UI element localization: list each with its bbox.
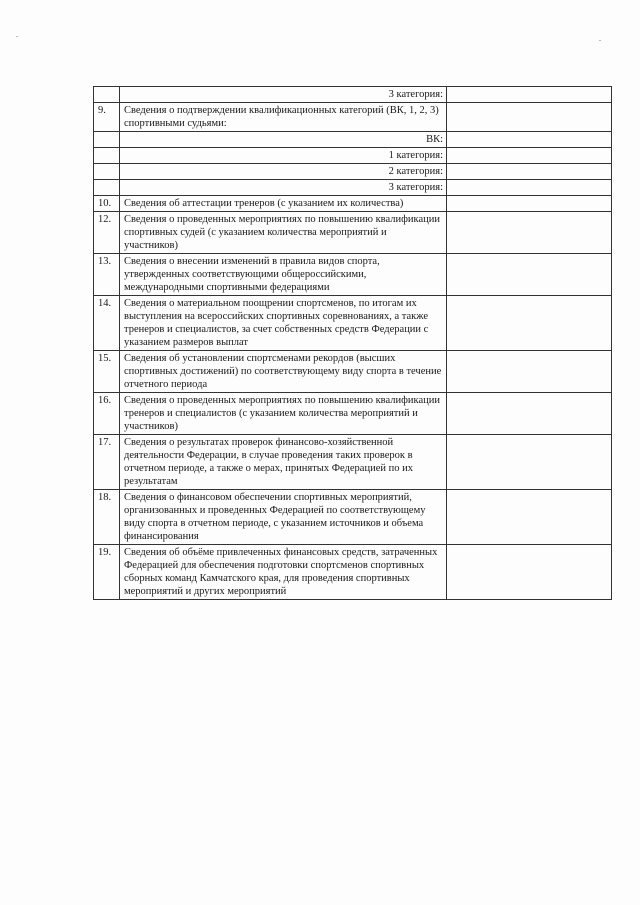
table-row: [94, 435, 612, 490]
row-description: Сведения о проведенных мероприятиях по повышению квалификации тренеров и специалистов (с указанием количества мероприятий и участников): [120, 393, 447, 435]
row-value-cell: [447, 148, 612, 164]
row-number: [94, 148, 120, 164]
table-row: [94, 196, 612, 212]
row-value-cell: [447, 196, 612, 212]
row-description: Сведения о результатах проверок финансово-хозяйственной деятельности Федерации, в случае проведения таких проверок в отчетном периоде, а также о мерах, принятых Федерацией по их результатам: [120, 435, 447, 490]
row-value-cell: [447, 545, 612, 600]
row-number: 14.: [94, 296, 120, 351]
row-description: Сведения об объёме привлеченных финансовых средств, затраченных Федерацией для обеспечения подготовки спортсменов спортивных сборных команд Камчатского края, для проведения спортивных мероприятий и других мероприятий: [120, 545, 447, 600]
row-description: Сведения о финансовом обеспечении спортивных мероприятий, организованных и проведенных Федерацией по соответствующему виду спорта в отчетном периоде, с указанием источников и объема финансирования: [120, 490, 447, 545]
row-value-cell: [447, 180, 612, 196]
table-row: [94, 87, 612, 103]
table-row: [94, 545, 612, 600]
report-table: [93, 86, 612, 600]
row-value-cell: [447, 351, 612, 393]
row-value-cell: [447, 296, 612, 351]
table-subrow: [94, 132, 612, 148]
table-row: [94, 212, 612, 254]
row-value-cell: [447, 435, 612, 490]
row-description: ВК:: [120, 132, 447, 148]
table-row: [94, 103, 612, 132]
row-description: Сведения о внесении изменений в правила видов спорта, утвержденных соответствующими общероссийскими, международными спортивными федерациями: [120, 254, 447, 296]
row-number: 18.: [94, 490, 120, 545]
row-number: 10.: [94, 196, 120, 212]
row-description: 3 категория:: [120, 87, 447, 103]
row-value-cell: [447, 164, 612, 180]
scan-speck: [16, 36, 18, 37]
row-description: Сведения о подтверждении квалификационных категорий (ВК, 1, 2, 3) спортивными судьями:: [120, 103, 447, 132]
table-subrow: [94, 164, 612, 180]
table-row: [94, 351, 612, 393]
row-description: 3 категория:: [120, 180, 447, 196]
table-row: [94, 490, 612, 545]
row-value-cell: [447, 393, 612, 435]
row-description: Сведения об установлении спортсменами рекордов (высших спортивных достижений) по соответствующему виду спорта в течение отчетного периода: [120, 351, 447, 393]
row-number: [94, 180, 120, 196]
row-number: 16.: [94, 393, 120, 435]
row-number: [94, 132, 120, 148]
table-row: [94, 296, 612, 351]
row-value-cell: [447, 103, 612, 132]
row-number: 19.: [94, 545, 120, 600]
row-number: [94, 87, 120, 103]
row-description: 2 категория:: [120, 164, 447, 180]
row-number: [94, 164, 120, 180]
row-value-cell: [447, 212, 612, 254]
row-description: Сведения об аттестации тренеров (с указанием их количества): [120, 196, 447, 212]
row-number: 13.: [94, 254, 120, 296]
row-description: 1 категория:: [120, 148, 447, 164]
row-number: 9.: [94, 103, 120, 132]
row-value-cell: [447, 490, 612, 545]
row-value-cell: [447, 254, 612, 296]
scan-speck: [599, 40, 601, 41]
row-number: 12.: [94, 212, 120, 254]
row-description: Сведения о материальном поощрении спортсменов, по итогам их выступления на всероссийских спортивных соревнованиях, а также тренеров и специалистов, за счет собственных средств Федерации с указанием размеров выплат: [120, 296, 447, 351]
table-row: [94, 393, 612, 435]
row-value-cell: [447, 87, 612, 103]
table-subrow: [94, 180, 612, 196]
table-row: [94, 254, 612, 296]
row-number: 17.: [94, 435, 120, 490]
row-description: Сведения о проведенных мероприятиях по повышению квалификации спортивных судей (с указанием количества мероприятий и участников): [120, 212, 447, 254]
table-subrow: [94, 148, 612, 164]
row-number: 15.: [94, 351, 120, 393]
row-value-cell: [447, 132, 612, 148]
